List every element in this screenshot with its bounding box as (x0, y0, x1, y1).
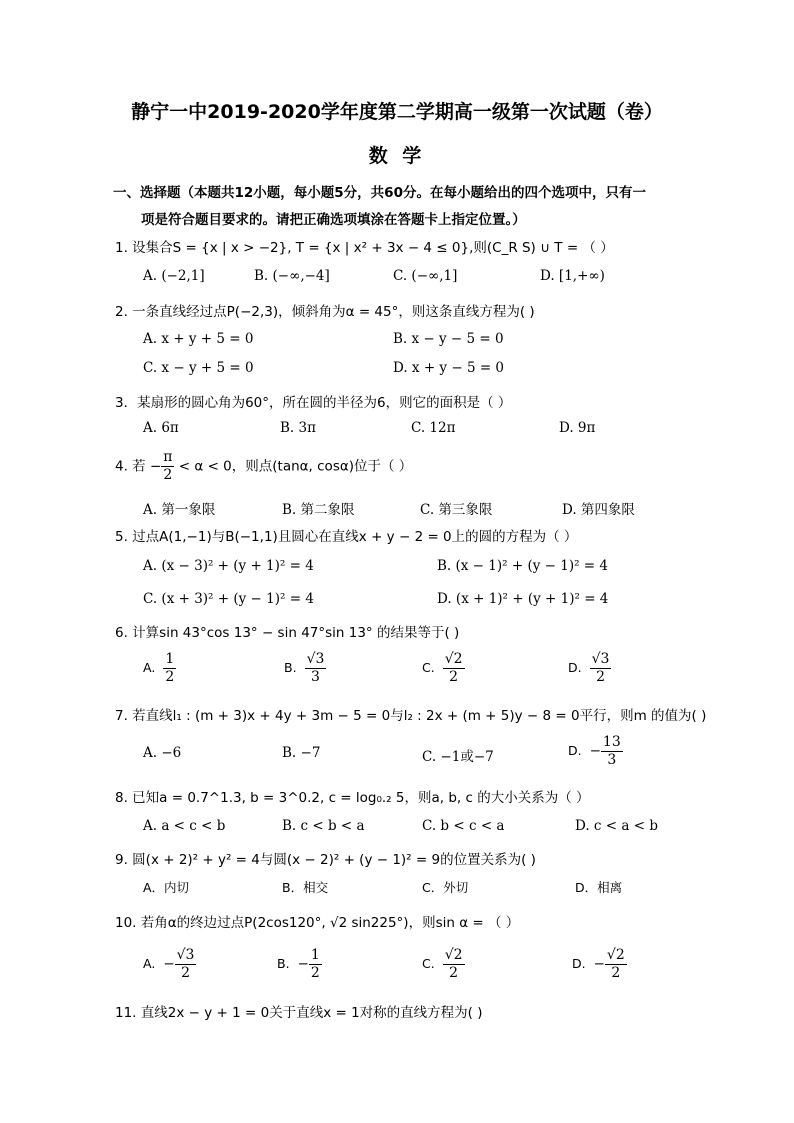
q6-b-fraction (305, 651, 327, 686)
q4-option-c: C. 第三象限 (420, 502, 493, 518)
q4-fraction (161, 449, 174, 484)
q1-option-c: C. (−∞,1] (393, 268, 458, 284)
q1-option-a: A. (−2,1] (143, 268, 205, 284)
q6-d-num: √3 (591, 651, 610, 667)
q4-option-b: B. 第二象限 (282, 502, 355, 518)
q7-d-sign: − (589, 743, 601, 759)
q10-option-c (422, 947, 465, 982)
q10-b-num: 1 (310, 947, 320, 963)
q6-d-den: 2 (596, 669, 605, 685)
section-instructions (113, 180, 693, 234)
q10-c-num: √2 (444, 947, 463, 963)
q3-option-d: D. 9π (559, 420, 596, 436)
q5-option-a: A. (x − 3)² + (y + 1)² = 4 (143, 558, 314, 574)
q7-option-c: C. −1或−7 (422, 749, 494, 765)
q4-frac-num: π (163, 449, 173, 465)
q1-option-d: D. [1,+∞) (540, 268, 605, 284)
question-2-stem: 2. 一条直线经过点P(−2,3)，倾斜角为α = 45°，则这条直线方程为( ) (115, 304, 535, 320)
q5-option-b: B. (x − 1)² + (y − 1)² = 4 (437, 558, 608, 574)
question-1-stem: 1. 设集合S = {x | x > −2}, T = {x | x² + 3x − 4 ≤ 0},则(C_R S) ∪ T = （ ） (115, 240, 614, 256)
q6-a-den: 2 (165, 669, 175, 685)
q10-a-label: A. (143, 956, 156, 971)
q7-d-fraction (601, 734, 623, 769)
q6-option-c (422, 651, 465, 686)
q4-stem-pre: 4. 若 − (115, 458, 162, 475)
question-10-stem: 10. 若角α的终边过点P(2cos120°, √2 sin225°)，则sin α = （ ） (115, 915, 520, 931)
q8-option-a: A. a < c < b (143, 818, 226, 834)
q10-c-fraction (443, 947, 465, 982)
page-title: 静宁一中2019-2020学年度第二学期高一级第一次试题（卷） (131, 101, 663, 123)
question-8-stem: 8. 已知a = 0.7^1.3, b = 3^0.2, c = log₀.₂ 5，则a, b, c 的大小关系为（ ） (115, 790, 590, 806)
q2-option-b: B. x − y − 5 = 0 (393, 331, 504, 347)
q5-option-d: D. (x + 1)² + (y + 1)² = 4 (437, 591, 609, 607)
q2-option-a: A. x + y + 5 = 0 (143, 331, 254, 347)
q6-option-d (568, 651, 611, 686)
q6-c-den: 2 (449, 669, 459, 685)
q10-a-num: √3 (176, 947, 195, 963)
q10-d-sign: − (593, 956, 605, 972)
question-4-stem (115, 449, 695, 484)
q7-d-num: 13 (602, 734, 621, 750)
q10-option-a (143, 947, 196, 982)
q6-b-num: √3 (306, 651, 325, 667)
q3-option-c: C. 12π (411, 420, 456, 436)
question-11-stem: 11. 直线2x − y + 1 = 0关于直线x = 1对称的直线方程为( ) (115, 1005, 483, 1021)
q8-option-b: B. c < b < a (282, 818, 365, 834)
q4-stem-post: < α < 0，则点(tanα, cosα)位于（ ） (174, 458, 413, 475)
q10-a-den: 2 (181, 965, 190, 981)
q2-option-c: C. x − y + 5 = 0 (143, 360, 254, 376)
q5-option-c: C. (x + 3)² + (y − 1)² = 4 (143, 591, 314, 607)
q10-b-sign: − (297, 956, 309, 972)
q10-d-label: D. (572, 956, 586, 971)
q6-a-num: 1 (165, 651, 175, 667)
q7-option-b: B. −7 (282, 745, 321, 761)
q9-option-d (575, 878, 622, 896)
q4-option-a: A. 第一象限 (143, 502, 216, 518)
question-5-stem: 5. 过点A(1,−1)与B(−1,1)且圆心在直线x + y − 2 = 0上的圆的方程为（ ） (115, 529, 578, 545)
q6-option-b (284, 651, 326, 686)
q10-a-fraction (175, 947, 197, 982)
q9-b-text: B．相交 (282, 880, 329, 895)
q10-d-den: 2 (611, 965, 621, 981)
q6-a-label: A. (143, 660, 156, 675)
q10-option-d (572, 947, 627, 982)
question-6-stem: 6. 计算sin 43°cos 13° − sin 47°sin 13° 的结果等于( ) (115, 625, 460, 641)
question-9-stem: 9. 圆(x + 2)² + y² = 4与圆(x − 2)² + (y − 1)² = 9的位置关系为( ) (115, 852, 536, 868)
q9-option-b (282, 878, 328, 896)
q7-option-d (568, 734, 623, 769)
q10-d-fraction (605, 947, 627, 982)
subject-heading: 数 学 (368, 145, 426, 167)
q6-c-label: C. (422, 660, 435, 675)
q10-b-den: 2 (310, 965, 320, 981)
q10-c-den: 2 (449, 965, 459, 981)
question-7-stem: 7. 若直线l₁ : (m + 3)x + 4y + 3m − 5 = 0与l₂ : 2x + (m + 5)y − 8 = 0平行，则m 的值为( ) (115, 708, 707, 724)
q9-a-text: A．内切 (143, 880, 190, 895)
question-3-stem: 3．某扇形的圆心角为60°，所在圆的半径为6，则它的面积是（ ） (115, 395, 512, 411)
q7-d-den: 3 (607, 752, 617, 768)
section-line-1: 一、选择题（本题共12小题，每小题5分，共60分。在每小题给出的四个选项中，只有一 (113, 185, 646, 201)
q10-a-sign: − (163, 956, 175, 972)
q3-option-b: B. 3π (280, 420, 316, 436)
q7-d-label: D. (568, 743, 582, 758)
q10-option-b (277, 947, 322, 982)
q6-option-a (143, 651, 176, 686)
q10-b-fraction (309, 947, 322, 982)
q8-option-d: D. c < a < b (575, 818, 658, 834)
q2-option-d: D. x + y − 5 = 0 (393, 360, 505, 376)
q4-frac-den: 2 (163, 467, 173, 483)
q6-b-label: B. (284, 660, 297, 675)
q3-option-a: A. 6π (143, 420, 179, 436)
q9-c-text: C．外切 (422, 880, 469, 895)
q6-c-num: √2 (444, 651, 463, 667)
q6-c-fraction (443, 651, 465, 686)
q4-option-d: D. 第四象限 (562, 502, 635, 518)
q6-a-fraction (163, 651, 176, 686)
q9-d-text: D．相离 (575, 880, 623, 895)
q6-b-den: 3 (311, 669, 320, 685)
q6-d-label: D. (568, 660, 582, 675)
q6-d-fraction (590, 651, 612, 686)
q7-option-a: A. −6 (143, 745, 182, 761)
q10-b-label: B. (277, 956, 290, 971)
q1-option-b: B. (−∞,−4] (254, 268, 330, 284)
q9-option-c (422, 878, 468, 896)
q10-d-num: √2 (606, 947, 625, 963)
section-line-2: 项是符合题目要求的。请把正确选项填涂在答题卡上指定位置。） (141, 212, 526, 228)
q8-option-c: C. b < c < a (422, 818, 505, 834)
q10-c-label: C. (422, 956, 435, 971)
q9-option-a (143, 878, 189, 896)
